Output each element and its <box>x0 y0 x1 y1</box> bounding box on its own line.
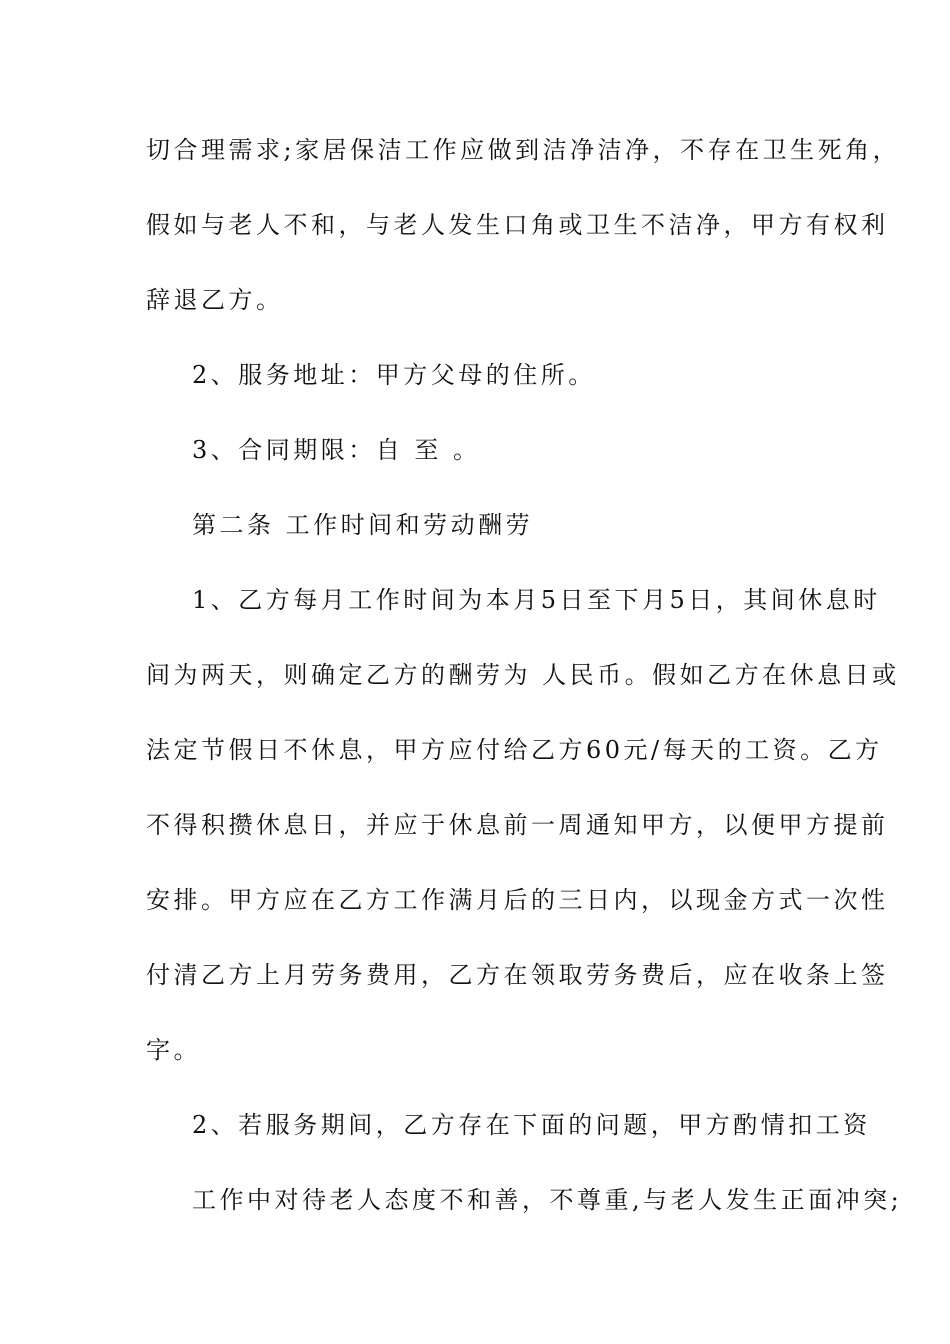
text-line-15: 工作中对待老人态度不和善，不尊重,与老人发生正面冲突; <box>192 1186 903 1214</box>
section-heading: 第二条 工作时间和劳动酬劳 <box>192 511 534 539</box>
text-line-1: 切合理需求;家居保洁工作应做到洁净洁净，不存在卫生死角， <box>146 136 901 164</box>
text-line-2: 假如与老人不和，与老人发生口角或卫生不洁净，甲方有权利 <box>146 211 889 239</box>
text-line-9: 法定节假日不休息，甲方应付给乙方60元/每天的工资。乙方 <box>146 736 883 764</box>
text-line-13: 字。 <box>146 1036 201 1064</box>
text-line-4: 2、服务地址：甲方父母的住所。 <box>192 361 596 389</box>
text-line-7: 1、乙方每月工作时间为本月5日至下月5日，其间休息时 <box>192 586 881 614</box>
text-line-11: 安排。甲方应在乙方工作满月后的三日内，以现金方式一次性 <box>146 886 889 914</box>
text-line-14: 2、若服务期间，乙方存在下面的问题，甲方酌情扣工资 <box>192 1111 871 1139</box>
text-line-8: 间为两天，则确定乙方的酬劳为 人民币。假如乙方在休息日或 <box>146 661 900 689</box>
text-line-3: 辞退乙方。 <box>146 286 284 314</box>
text-line-12: 付清乙方上月劳务费用，乙方在领取劳务费后，应在收条上签 <box>146 961 889 989</box>
text-line-10: 不得积攒休息日，并应于休息前一周通知甲方，以便甲方提前 <box>146 811 889 839</box>
text-line-5: 3、合同期限：自 至 。 <box>192 436 481 464</box>
